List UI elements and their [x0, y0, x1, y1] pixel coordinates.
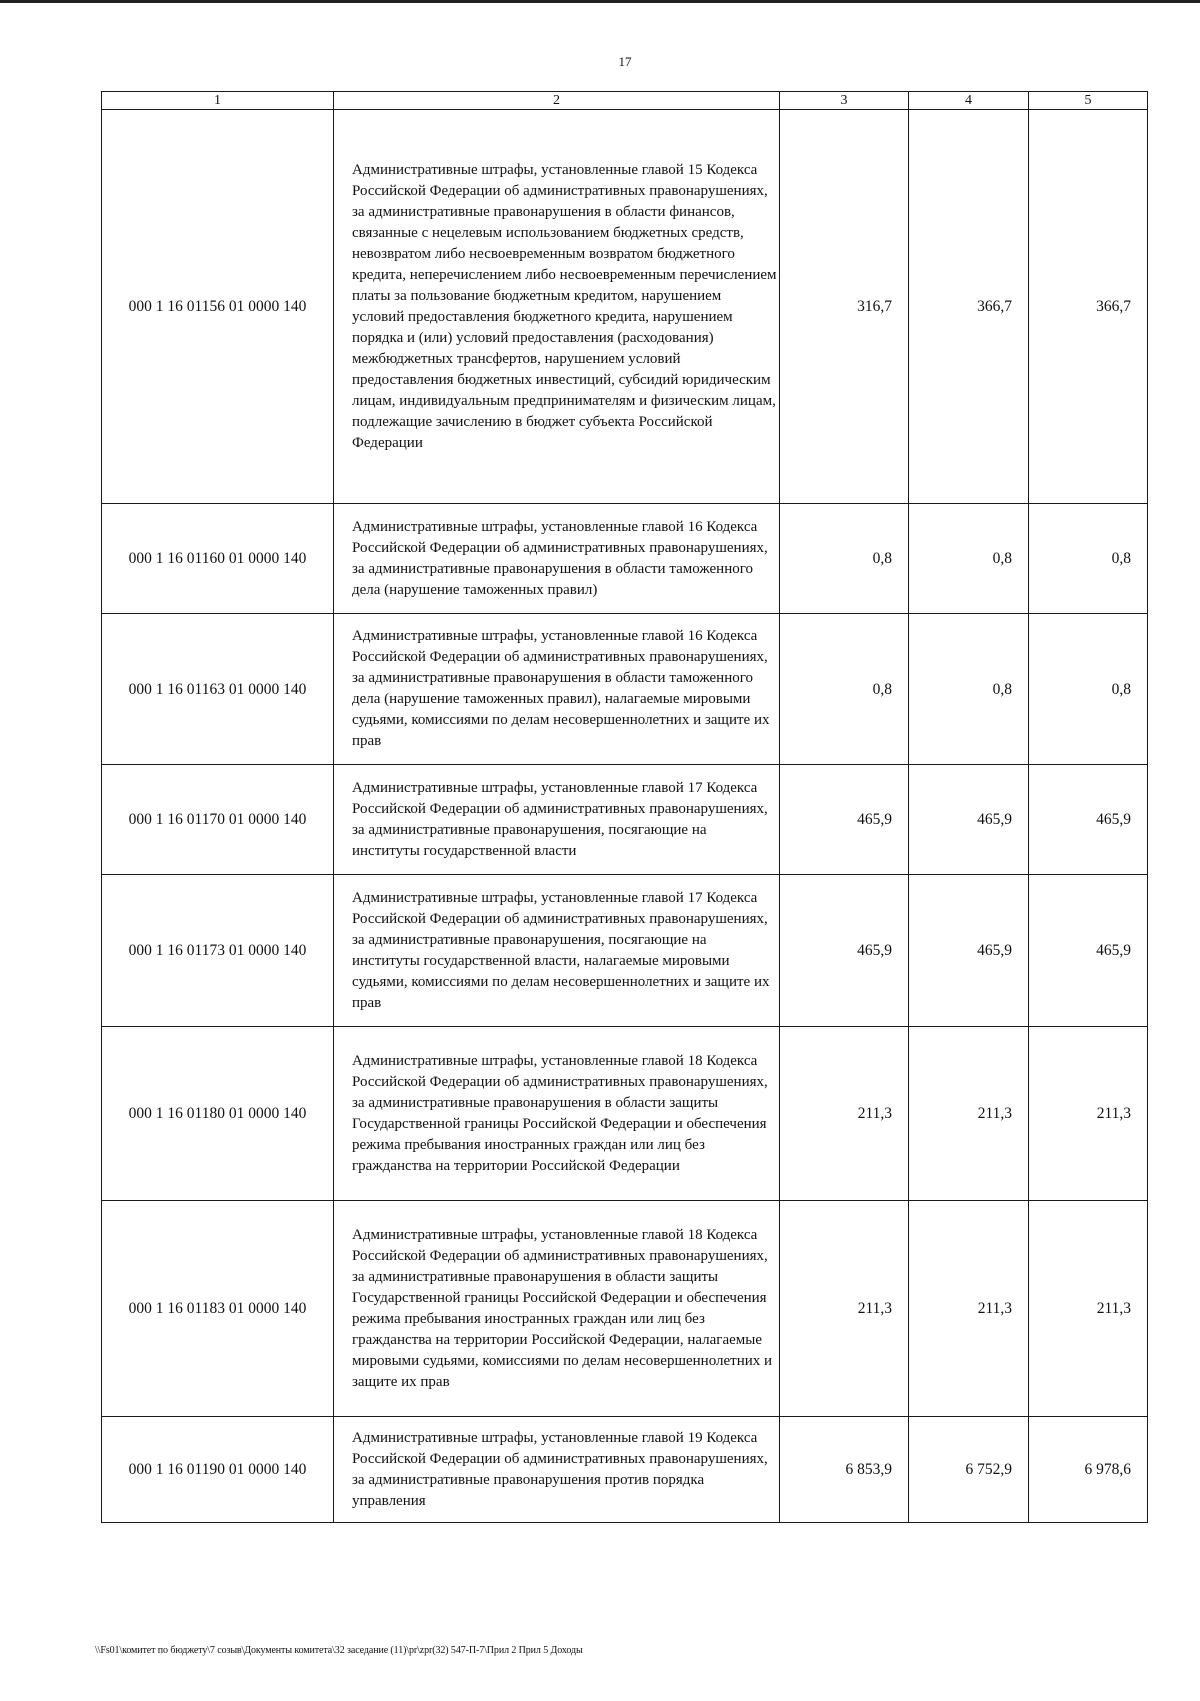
value-col4-cell: 6 752,9	[909, 1417, 1029, 1523]
value-col4-cell: 0,8	[909, 504, 1029, 614]
budget-code-cell: 000 1 16 01170 01 0000 140	[102, 765, 334, 875]
budget-code-cell: 000 1 16 01160 01 0000 140	[102, 504, 334, 614]
value-col5-cell: 6 978,6	[1029, 1417, 1148, 1523]
value-col3-cell: 0,8	[780, 504, 909, 614]
description-cell: Административные штрафы, установленные главой 18 Кодекса Российской Федерации об административных правонарушениях, за административные правонарушения в области защиты Государственной границы Российской Федерации и обеспечения режима пребывания иностранных граждан или лиц без гражданства на территории Российской Федерации	[334, 1027, 780, 1201]
top-border-line	[0, 0, 1200, 3]
value-col3-cell: 6 853,9	[780, 1417, 909, 1523]
value-col4-cell: 465,9	[909, 875, 1029, 1027]
column-header-5: 5	[1029, 92, 1148, 110]
value-col3-cell: 316,7	[780, 110, 909, 504]
value-col3-cell: 211,3	[780, 1201, 909, 1417]
description-cell: Административные штрафы, установленные главой 17 Кодекса Российской Федерации об административных правонарушениях, за административные правонарушения, посягающие на институты государственной власти, налагаемые мировыми судьями, комиссиями по делам несовершеннолетних и защите их прав	[334, 875, 780, 1027]
column-number-header-row	[102, 92, 1148, 110]
description-cell: Административные штрафы, установленные главой 19 Кодекса Российской Федерации об административных правонарушениях, за административные правонарушения против порядка управления	[334, 1417, 780, 1523]
value-col5-cell: 0,8	[1029, 614, 1148, 765]
value-col3-cell: 211,3	[780, 1027, 909, 1201]
value-col5-cell: 211,3	[1029, 1201, 1148, 1417]
value-col4-cell: 366,7	[909, 110, 1029, 504]
value-col3-cell: 465,9	[780, 875, 909, 1027]
column-header-3: 3	[780, 92, 909, 110]
table-row	[102, 504, 1148, 614]
table-row	[102, 614, 1148, 765]
value-col5-cell: 366,7	[1029, 110, 1148, 504]
table-row	[102, 110, 1148, 504]
table-row	[102, 765, 1148, 875]
description-cell: Административные штрафы, установленные главой 16 Кодекса Российской Федерации об административных правонарушениях, за административные правонарушения в области таможенного дела (нарушение таможенных правил), налагаемые мировыми судьями, комиссиями по делам несовершеннолетних и защите их прав	[334, 614, 780, 765]
value-col4-cell: 211,3	[909, 1027, 1029, 1201]
value-col5-cell: 211,3	[1029, 1027, 1148, 1201]
description-cell: Административные штрафы, установленные главой 18 Кодекса Российской Федерации об административных правонарушениях, за административные правонарушения в области защиты Государственной границы Российской Федерации и обеспечения режима пребывания иностранных граждан или лиц без гражданства на территории Российской Федерации, налагаемые мировыми судьями, комиссиями по делам несовершеннолетних и защите их прав	[334, 1201, 780, 1417]
table-row	[102, 875, 1148, 1027]
value-col4-cell: 0,8	[909, 614, 1029, 765]
value-col4-cell: 211,3	[909, 1201, 1029, 1417]
budget-code-cell: 000 1 16 01156 01 0000 140	[102, 110, 334, 504]
value-col5-cell: 465,9	[1029, 875, 1148, 1027]
column-header-4: 4	[909, 92, 1029, 110]
page-number: 17	[618, 54, 632, 69]
value-col5-cell: 465,9	[1029, 765, 1148, 875]
budget-code-cell: 000 1 16 01173 01 0000 140	[102, 875, 334, 1027]
description-cell: Административные штрафы, установленные главой 15 Кодекса Российской Федерации об административных правонарушениях, за административные правонарушения в области финансов, связанные с нецелевым использованием бюджетных средств, невозвратом либо несвоевременным возвратом бюджетного кредита, неперечислением либо несвоевременным перечислением платы за пользование бюджетным кредитом, нарушением условий предоставления бюджетного кредита, нарушением порядка и (или) условий предоставления (расходования) межбюджетных трансфертов, нарушением условий предоставления бюджетных инвестиций, субсидий юридическим лицам, индивидуальным предпринимателям и физическим лицам, подлежащие зачислению в бюджет субъекта Российской Федерации	[334, 110, 780, 504]
description-cell: Административные штрафы, установленные главой 16 Кодекса Российской Федерации об административных правонарушениях, за административные правонарушения в области таможенного дела (нарушение таможенных правил)	[334, 504, 780, 614]
description-cell: Административные штрафы, установленные главой 17 Кодекса Российской Федерации об административных правонарушениях, за административные правонарушения, посягающие на институты государственной власти	[334, 765, 780, 875]
table-row	[102, 1027, 1148, 1201]
budget-code-cell: 000 1 16 01190 01 0000 140	[102, 1417, 334, 1523]
budget-code-cell: 000 1 16 01180 01 0000 140	[102, 1027, 334, 1201]
table-row	[102, 1201, 1148, 1417]
budget-code-cell: 000 1 16 01183 01 0000 140	[102, 1201, 334, 1417]
column-header-1: 1	[102, 92, 334, 110]
value-col4-cell: 465,9	[909, 765, 1029, 875]
value-col3-cell: 465,9	[780, 765, 909, 875]
table-row	[102, 1417, 1148, 1523]
file-path-footer: \\Fs01\комитет по бюджету\7 созыв\Документы комитета\32 заседание (11)\pr\zpr(32) 547-П-7\Прил 2 Прил 5 Доходы	[95, 1645, 583, 1656]
column-header-2: 2	[334, 92, 780, 110]
value-col5-cell: 0,8	[1029, 504, 1148, 614]
budget-code-cell: 000 1 16 01163 01 0000 140	[102, 614, 334, 765]
revenue-table	[101, 91, 1148, 1523]
value-col3-cell: 0,8	[780, 614, 909, 765]
